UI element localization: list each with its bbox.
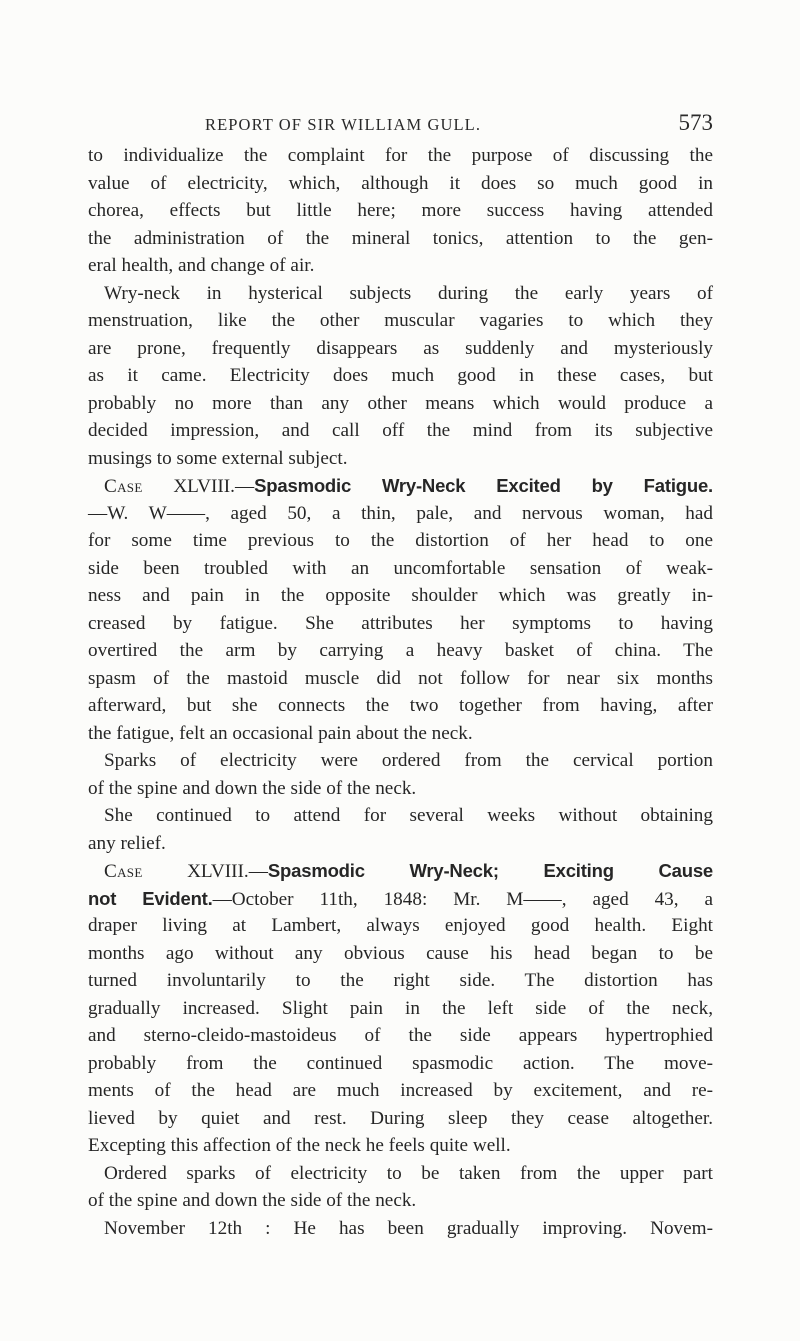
text-line: value of electricity, which, although it does so much good in <box>88 172 713 194</box>
text-line: ments of the head are much increased by excitement, and re- <box>88 1080 713 1101</box>
case-title: Spasmodic Wry-Neck; Exciting Cause <box>267 860 714 881</box>
text-line: lieved by quiet and rest. During sleep they cease altogether. <box>88 1107 713 1129</box>
text-line: afterward, but she connects the two together from having, after <box>88 695 713 716</box>
text-line: probably no more than any other means which would produce a <box>88 392 713 414</box>
case-label: Case <box>104 476 143 497</box>
text-line: menstruation, like the other muscular vagaries to which they <box>88 310 713 331</box>
text-line: November 12th : He has been gradually improving. Novem- <box>104 1217 713 1239</box>
text-line: as it came. Electricity does much good in these cases, but <box>88 365 713 386</box>
text-line: the fatigue, felt an occasional pain about the neck. <box>88 722 473 744</box>
case-number: XLVIII.— <box>142 476 255 497</box>
running-head <box>88 0 713 135</box>
text-line: turned involuntarily to the right side. The distortion has <box>88 970 713 991</box>
book-page <box>88 0 714 1239</box>
text-line: side been troubled with an uncomfortable sensation of weak- <box>88 557 713 579</box>
text-line: Ordered sparks of electricity to be taken from the upper part <box>104 1162 713 1184</box>
text-line: draper living at Lambert, always enjoyed good health. Eight <box>88 915 713 936</box>
text-line: of the spine and down the side of the neck. <box>88 777 417 799</box>
text-line: chorea, effects but little here; more success having attended <box>88 200 713 221</box>
text-line: the administration of the mineral tonics, attention to the gen- <box>88 227 713 249</box>
text-line: Wry-neck in hysterical subjects during the early years of <box>104 282 713 304</box>
text-line: any relief. <box>88 832 166 854</box>
running-title: REPORT OF SIR WILLIAM GULL. <box>205 115 482 134</box>
text-line: are prone, frequently disappears as suddenly and mysteriously <box>88 337 713 359</box>
text-line: musings to some external subject. <box>88 447 348 469</box>
text-line: creased by fatigue. She attributes her symptoms to having <box>88 612 713 634</box>
text-line: for some time previous to the distortion of her head to one <box>88 530 713 551</box>
case-number: XLVIII.— <box>142 861 268 882</box>
page-number: 573 <box>678 110 713 135</box>
text-line: —W. W——, aged 50, a thin, pale, and nervous woman, had <box>88 502 713 524</box>
text-line: She continued to attend for several weeks without obtaining <box>104 805 713 826</box>
case-heading-line <box>88 857 713 885</box>
case-label: Case <box>104 861 143 882</box>
text-line: eral health, and change of air. <box>88 255 315 276</box>
text-line: of the spine and down the side of the neck. <box>88 1190 417 1211</box>
case-heading-line: not Evident.—October 11th, 1848: Mr. M——, aged 43, a <box>88 887 713 910</box>
text-line: to individualize the complaint for the purpose of discussing the <box>88 145 713 166</box>
text-line: spasm of the mastoid muscle did not follow for near six months <box>88 667 713 689</box>
text-line: probably from the continued spasmodic action. The move- <box>88 1052 713 1074</box>
case-title-continued: not Evident. <box>88 887 213 909</box>
text-line: and sterno-cleido-mastoideus of the side appears hypertrophied <box>88 1025 713 1046</box>
text-line: overtired the arm by carrying a heavy basket of china. The <box>88 640 713 661</box>
case-title: Spasmodic Wry-Neck Excited by Fatigue. <box>254 475 713 496</box>
case-heading-line <box>88 472 713 500</box>
text-line: months ago without any obvious cause his head began to be <box>88 942 713 964</box>
text-line: ness and pain in the opposite shoulder which was greatly in- <box>88 585 713 606</box>
text-line: decided impression, and call off the mind from its subjective <box>88 420 713 441</box>
text-line: gradually increased. Slight pain in the left side of the neck, <box>88 997 713 1019</box>
text-line: Excepting this affection of the neck he feels quite well. <box>88 1135 511 1156</box>
body-text <box>88 142 713 1242</box>
text-line: Sparks of electricity were ordered from the cervical portion <box>104 750 713 771</box>
